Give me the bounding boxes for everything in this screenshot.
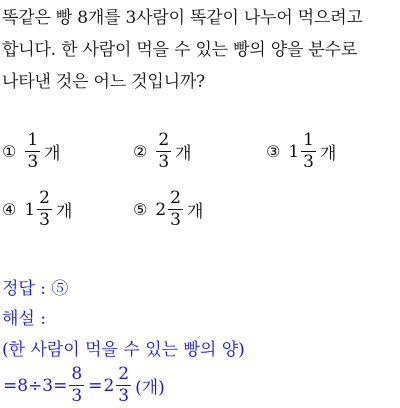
numerator: 2 [118, 364, 130, 384]
option-5[interactable] [133, 190, 203, 229]
formula-text: (한 사람이 먹을 수 있는 빵의 양) [2, 340, 245, 360]
question-line-2: 합니다. 한 사람이 먹을 수 있는 빵의 양을 분수로 [2, 40, 358, 60]
option-unit: 개 [320, 144, 337, 164]
option-unit: 개 [44, 144, 61, 164]
denominator: 3 [27, 152, 39, 172]
numerator: 2 [158, 130, 170, 150]
option-unit: 개 [56, 202, 73, 222]
numerator: 2 [39, 188, 50, 208]
option-whole: 1 [24, 199, 36, 220]
option-3[interactable] [266, 132, 336, 171]
option-number: ① [2, 142, 17, 161]
equation-start: =8÷3= [3, 375, 68, 396]
option-whole: 1 [288, 141, 300, 162]
numerator: 1 [303, 130, 314, 150]
option-unit: 개 [175, 144, 192, 164]
question-line-1: 똑같은 빵 8개를 3사람이 똑같이 나누어 먹으려고 [2, 8, 363, 28]
numerator: 8 [71, 364, 83, 384]
option-number: ③ [266, 142, 281, 161]
numerator: 1 [27, 130, 39, 150]
denominator: 3 [170, 210, 181, 230]
option-4[interactable] [2, 190, 72, 229]
equation-unit: (개) [135, 378, 165, 398]
denominator: 3 [118, 386, 130, 406]
option-unit: 개 [187, 202, 204, 222]
option-fraction [25, 132, 40, 171]
question-text [2, 2, 398, 98]
denominator: 3 [158, 152, 170, 172]
equation-fraction [69, 366, 84, 405]
option-fraction [37, 190, 52, 229]
option-number: ④ [2, 200, 17, 219]
numerator: 2 [170, 188, 181, 208]
denominator: 3 [39, 210, 50, 230]
option-number: ② [133, 142, 148, 161]
option-fraction [156, 132, 171, 171]
option-fraction [301, 132, 316, 171]
denominator: 3 [71, 386, 83, 406]
option-fraction [168, 190, 183, 229]
explanation-label: 해설 : [2, 309, 46, 329]
solution-equation [2, 366, 166, 405]
equation-whole: 2 [103, 375, 115, 396]
option-number: ⑤ [133, 200, 148, 219]
equation-mixed-fraction [116, 366, 131, 405]
question-line-3: 나타낸 것은 어느 것입니까? [2, 72, 205, 92]
answer-line: 정답 : ⑤ [2, 279, 69, 299]
equation-equals: = [88, 375, 103, 396]
denominator: 3 [303, 152, 314, 172]
option-whole: 2 [155, 199, 167, 220]
option-2[interactable] [133, 132, 192, 171]
option-1[interactable] [2, 132, 61, 171]
